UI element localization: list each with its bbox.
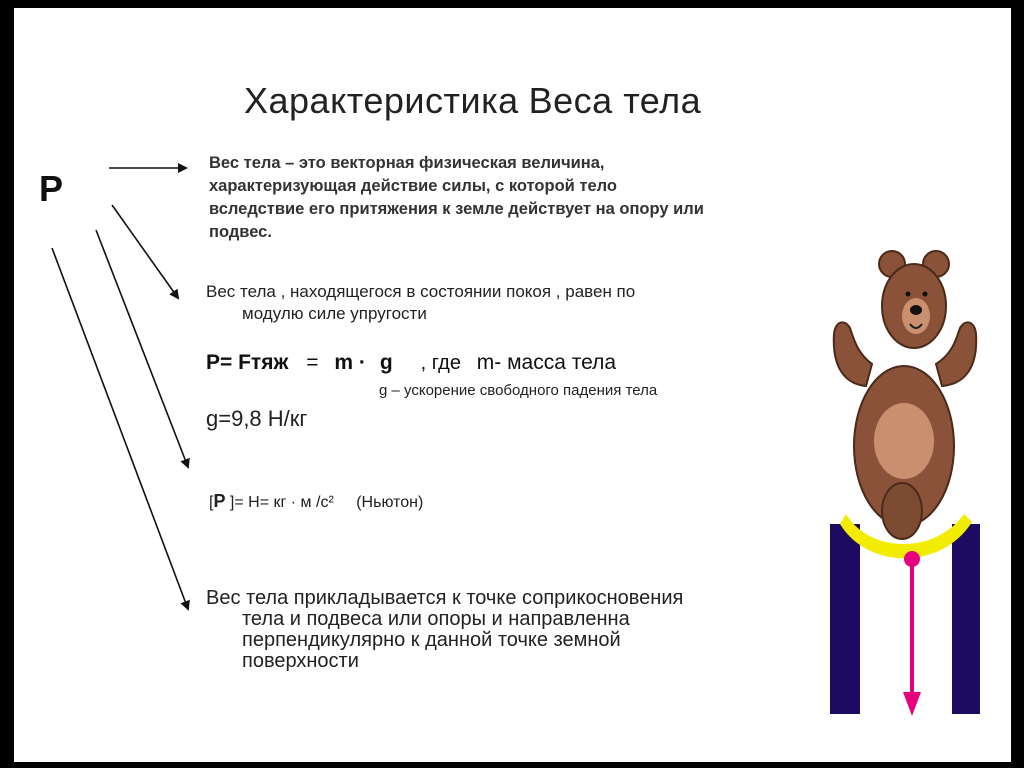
units-symbol: P (213, 491, 226, 511)
bear-eye (906, 292, 911, 297)
formula-lhs: P= Fтяж (206, 351, 289, 374)
application-line: тела и подвеса или опоры и направленна (242, 608, 630, 630)
definition-line: вследствие его притяжения к земле действует на опору или (209, 200, 704, 218)
application-line: перпендикулярно к данной точке земной (242, 629, 621, 651)
application-point-text (206, 588, 683, 672)
units-bracket: [ (209, 494, 214, 511)
definition-line: характеризующая действие силы, с которой тело (209, 177, 617, 195)
bear-illustration (804, 236, 1004, 736)
application-line: поверхности (242, 650, 359, 672)
rest-state-line: модулю силе упругости (242, 304, 427, 323)
formula-equals: = (306, 351, 319, 374)
arrow-to-rest-state (112, 205, 178, 298)
definition-line: подвес. (209, 223, 272, 241)
stand-left-leg (830, 524, 860, 714)
rest-state-line: Вес тела , находящегося в состоянии покоя , равен по (206, 282, 636, 301)
weight-force-arrowhead (903, 692, 921, 716)
weight-symbol: P (39, 168, 64, 209)
stand-inner-right (940, 536, 952, 714)
definition-line: Вес тела – это векторная физическая величина, (209, 154, 605, 172)
g-description: g – ускорение свободного падения тела (379, 382, 658, 399)
weight-definition (209, 152, 704, 244)
stand-inner-left (860, 536, 872, 714)
arrow-to-units (96, 230, 188, 467)
arrow-to-application (52, 248, 188, 609)
bear-nose (910, 305, 922, 315)
units-expression: ]= Н= кг · м /с² (225, 494, 334, 511)
application-line: Вес тела прикладывается к точке соприкосновения (206, 587, 684, 609)
bear-belly (874, 403, 934, 479)
bear-left-arm (834, 322, 872, 386)
bear-right-arm (936, 322, 976, 386)
title-part-1: Характеристика (244, 80, 519, 121)
g-value: g=9,8 Н/кг (206, 406, 308, 431)
weight-units (209, 491, 423, 512)
bear-leg (882, 483, 922, 539)
formula-where: , где (420, 352, 461, 374)
slide (14, 8, 1011, 762)
units-name: (Ньютон) (356, 494, 424, 511)
bear-eye (923, 292, 928, 297)
rest-state-text (206, 281, 635, 325)
stand-right-leg (952, 524, 980, 714)
formula-mass: m · (334, 351, 366, 374)
formula-g: g (379, 351, 393, 374)
title-part-2: Веса тела (528, 80, 702, 121)
weight-formula (206, 351, 616, 375)
formula-mass-description: m- масса тела (476, 351, 617, 374)
